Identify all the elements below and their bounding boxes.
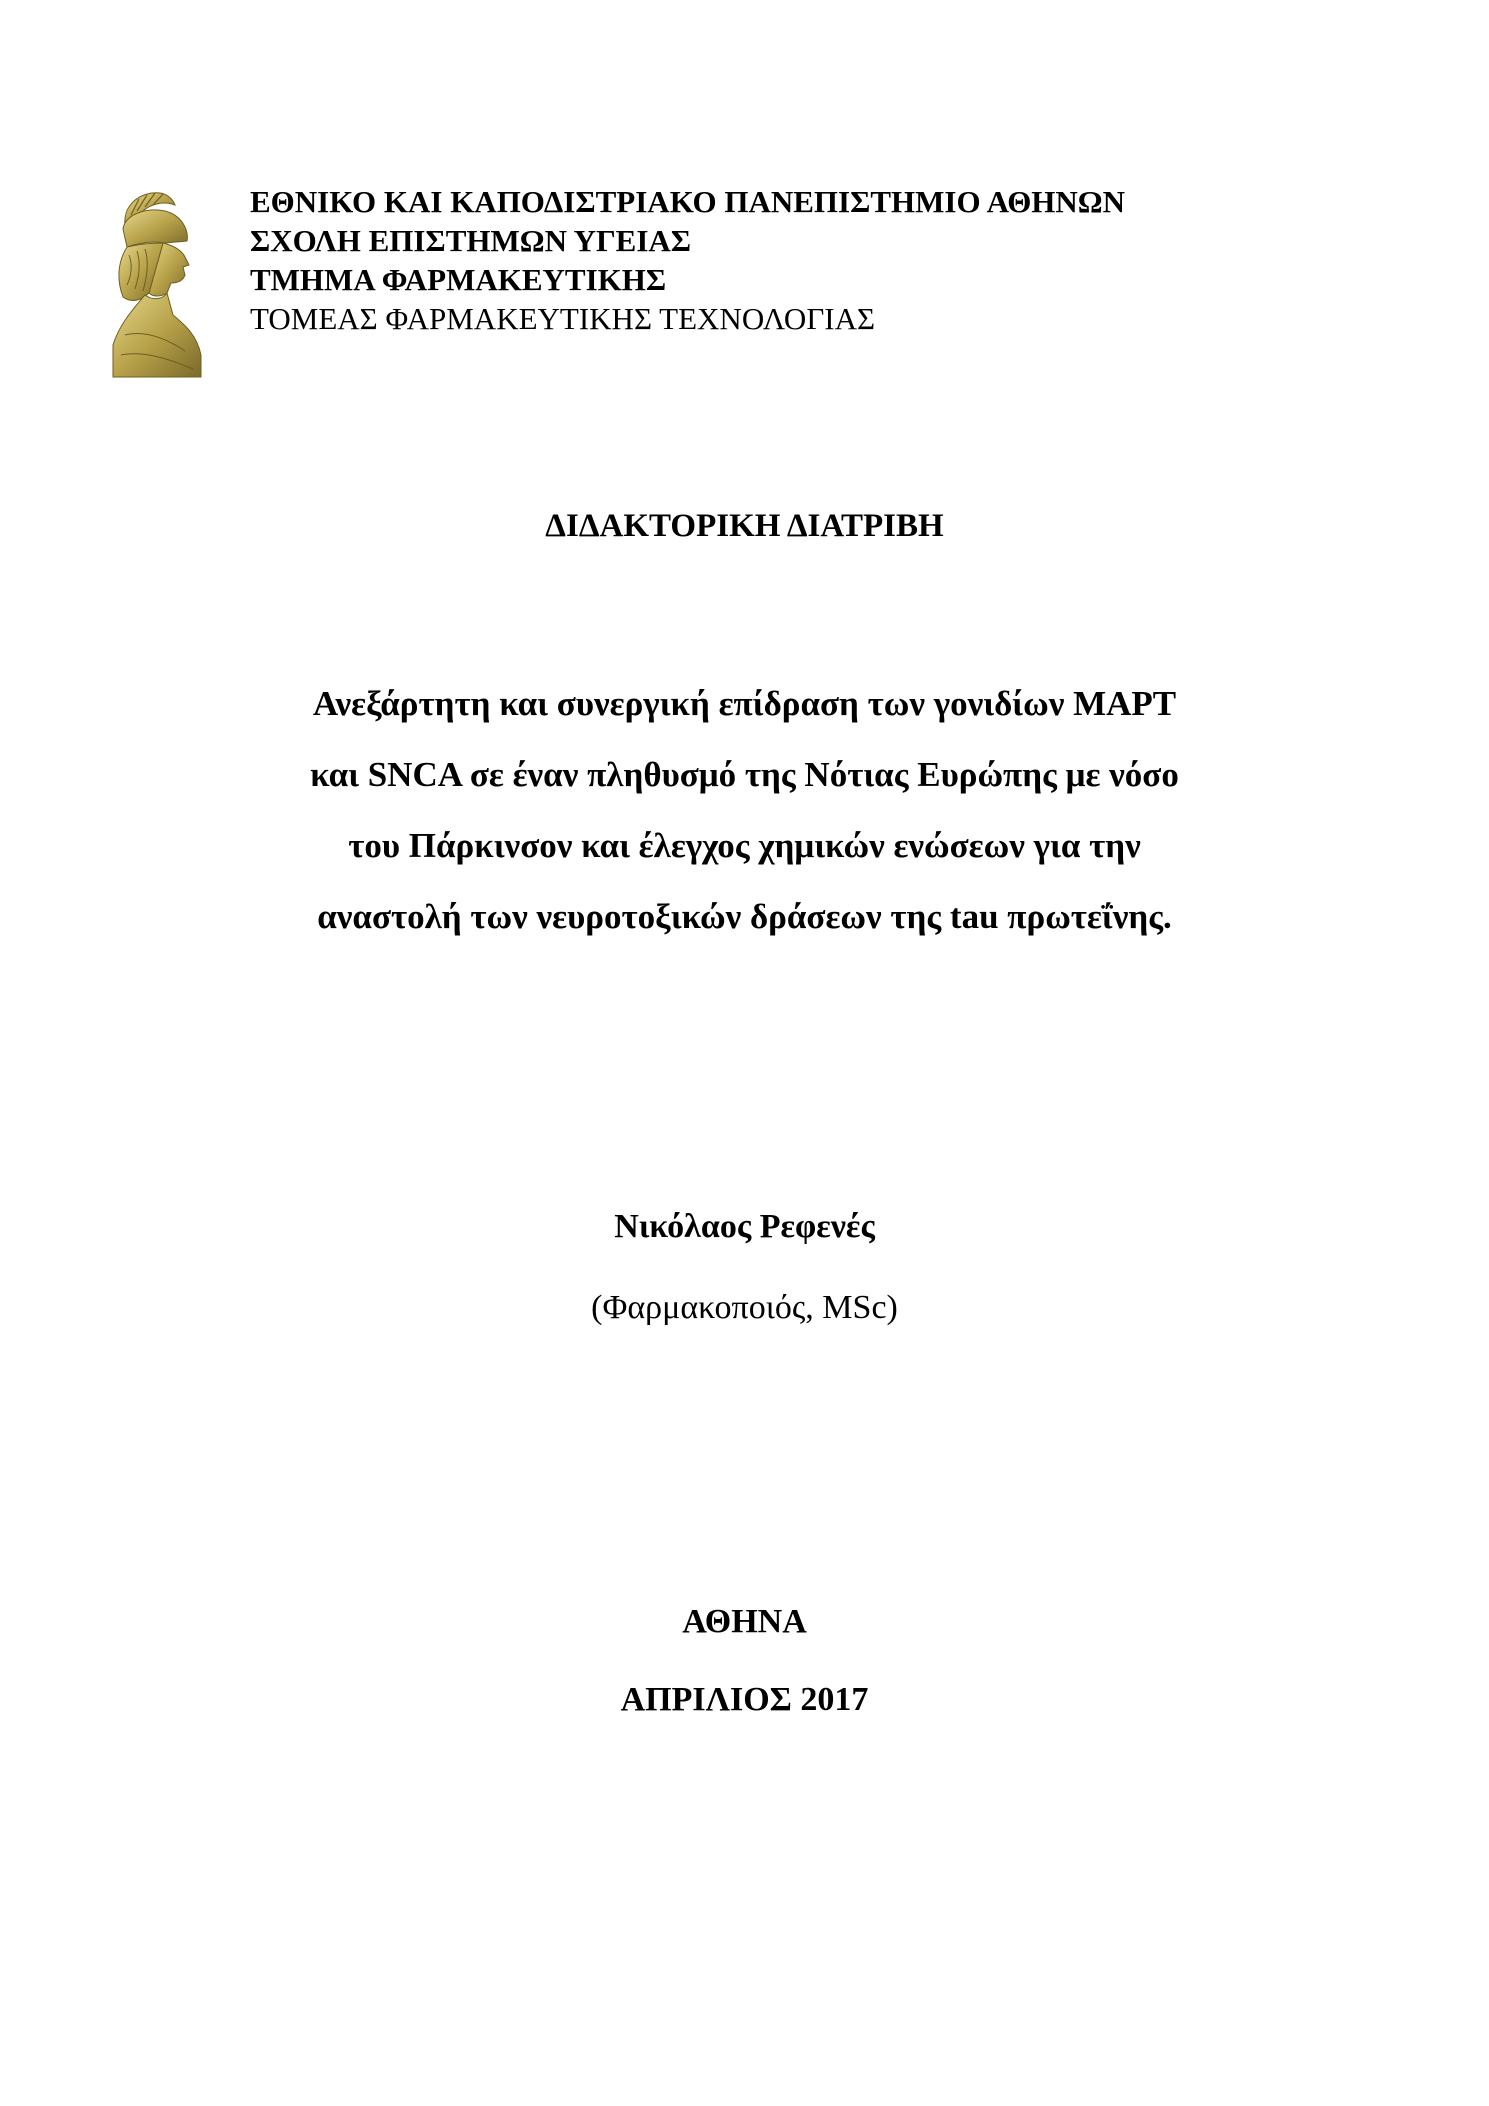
title-line: του Πάρκινσον και έλεγχος χημικών ενώσεων για την — [348, 826, 1141, 865]
author-credentials: (Φαρμακοποιός, MSc) — [591, 1289, 898, 1326]
division-name: ΤΟΜΕΑΣ ΦΑΡΜΑΚΕΥΤΙΚΗΣ ΤΕΧΝΟΛΟΓΙΑΣ — [250, 301, 875, 336]
title-line: Ανεξάρτητη και συνεργική επίδραση των γονιδίων MAPT — [312, 684, 1177, 723]
date: ΑΠΡΙΛΙΟΣ 2017 — [620, 1681, 869, 1718]
thesis-title — [200, 668, 1289, 952]
title-line: και SNCA σε έναν πληθυσμό της Νότιας Ευρώπης με νόσο — [310, 755, 1179, 794]
department-name: ΤΜΗΜΑ ΦΑΡΜΑΚΕΥΤΙΚΗΣ — [250, 262, 667, 297]
institution-header — [250, 182, 1350, 338]
university-name: ΕΘΝΙΚΟ ΚΑΙ ΚΑΠΟΔΙΣΤΡΙΑΚΟ ΠΑΝΕΠΙΣΤΗΜΙΟ ΑΘΗΝΩΝ — [250, 184, 1126, 219]
document-type: ΔΙΔΑΚΤΟΡΙΚΗ ΔΙΑΤΡΙΒΗ — [545, 508, 944, 544]
title-line: αναστολή των νευροτοξικών δράσεων της tau πρωτεΐνης. — [317, 897, 1172, 936]
school-name: ΣΧΟΛΗ ΕΠΙΣΤΗΜΩΝ ΥΓΕΙΑΣ — [250, 223, 692, 258]
author-name: Νικόλαος Ρεφενές — [614, 1208, 875, 1245]
athena-head-icon — [105, 185, 215, 380]
place: ΑΘΗΝΑ — [682, 1603, 807, 1640]
